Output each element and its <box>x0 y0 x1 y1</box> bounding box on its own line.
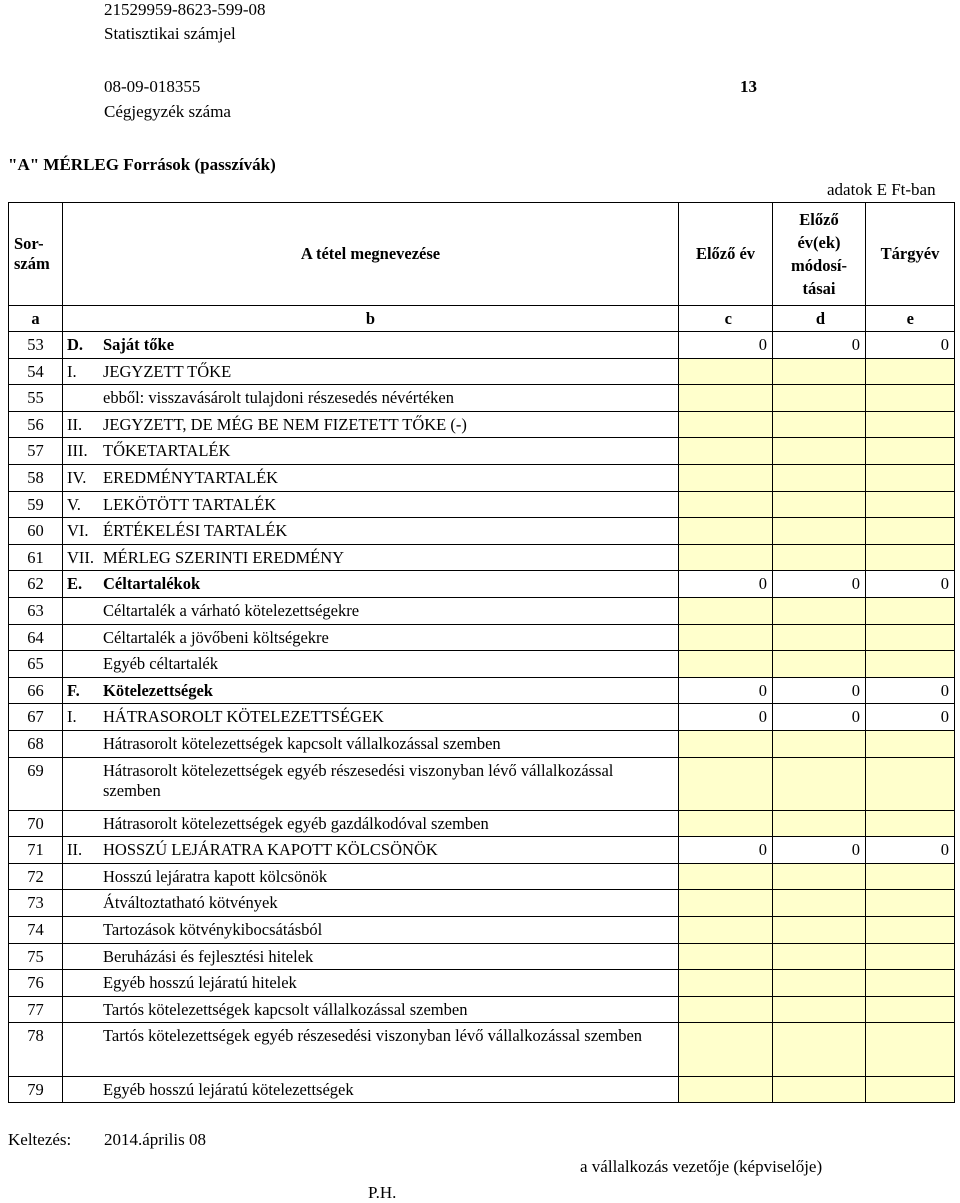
item-name: JEGYZETT, DE MÉG BE NEM FIZETETT TŐKE (-) <box>103 414 467 434</box>
table-row <box>9 518 955 545</box>
value-mod[interactable] <box>773 491 866 518</box>
col-header-current <box>866 203 955 306</box>
item-name: Beruházási és fejlesztési hitelek <box>103 946 314 966</box>
value-prev[interactable] <box>679 1076 773 1103</box>
value-prev: 0 <box>679 704 773 731</box>
item-code: I. <box>67 707 77 727</box>
table-row <box>9 704 955 731</box>
value-mod[interactable] <box>773 1076 866 1103</box>
value-prev[interactable] <box>679 917 773 944</box>
value-current[interactable] <box>866 757 955 810</box>
value-mod: 0 <box>773 332 866 359</box>
row-number: 55 <box>9 385 63 412</box>
item-name: ebből: visszavásárolt tulajdoni részesedés névértéken <box>103 388 454 408</box>
col-letter: c <box>679 306 773 332</box>
units-note: adatok E Ft-ban <box>827 180 936 199</box>
item-name: HÁTRASOROLT KÖTELEZETTSÉGEK <box>103 707 384 727</box>
value-prev[interactable] <box>679 863 773 890</box>
signer-label: a vállalkozás vezetője (képviselője) <box>580 1157 823 1176</box>
value-mod: 0 <box>773 837 866 864</box>
row-number: 73 <box>9 890 63 917</box>
value-prev[interactable] <box>679 411 773 438</box>
item-name: Tartós kötelezettségek egyéb részesedési viszonyban lévő vállalkozással szemben <box>103 1026 643 1046</box>
table-row <box>9 544 955 571</box>
item-code: D. <box>67 335 84 354</box>
registration-number-label: Cégjegyzék száma <box>104 102 231 121</box>
item-name: TŐKETARTALÉK <box>103 441 231 461</box>
item-name-cell <box>63 890 679 917</box>
table-row <box>9 757 955 810</box>
table-row <box>9 996 955 1023</box>
col-letter: e <box>866 306 955 332</box>
value-prev[interactable] <box>679 385 773 412</box>
item-name-cell <box>63 571 679 598</box>
table-row <box>9 917 955 944</box>
item-code: VII. <box>67 547 95 567</box>
date-value: 2014.április 08 <box>104 1130 206 1149</box>
value-prev[interactable] <box>679 438 773 465</box>
value-prev[interactable] <box>679 943 773 970</box>
table-row <box>9 491 955 518</box>
item-name-cell <box>63 1076 679 1103</box>
value-current[interactable] <box>866 385 955 412</box>
value-prev: 0 <box>679 571 773 598</box>
value-current[interactable] <box>866 411 955 438</box>
table-row <box>9 358 955 385</box>
date-label: Keltezés: <box>8 1130 72 1149</box>
value-prev[interactable] <box>679 890 773 917</box>
item-name-cell <box>63 624 679 651</box>
item-name: Egyéb céltartalék <box>103 654 218 674</box>
value-prev[interactable] <box>679 464 773 491</box>
item-name: Hátrasorolt kötelezettségek egyéb részesedési viszonyban lévő vállalkozással szemben <box>103 760 614 800</box>
value-prev[interactable] <box>679 810 773 837</box>
item-name-cell <box>63 863 679 890</box>
value-current[interactable] <box>866 597 955 624</box>
row-number: 69 <box>9 757 63 810</box>
value-current[interactable] <box>866 491 955 518</box>
item-name: Hosszú lejáratra kapott kölcsönök <box>103 866 328 886</box>
value-prev[interactable] <box>679 996 773 1023</box>
row-number: 76 <box>9 970 63 997</box>
item-name-cell <box>63 917 679 944</box>
table-row <box>9 943 955 970</box>
value-mod[interactable] <box>773 624 866 651</box>
item-name-cell <box>63 837 679 864</box>
value-current[interactable] <box>866 1023 955 1076</box>
col-letter: b <box>63 306 679 332</box>
value-mod: 0 <box>773 571 866 598</box>
row-number: 54 <box>9 358 63 385</box>
value-prev[interactable] <box>679 597 773 624</box>
item-name: Hátrasorolt kötelezettségek egyéb gazdálkodóval szemben <box>103 813 489 833</box>
value-current: 0 <box>866 704 955 731</box>
row-number: 66 <box>9 677 63 704</box>
item-name: MÉRLEG SZERINTI EREDMÉNY <box>103 547 345 567</box>
value-current[interactable] <box>866 438 955 465</box>
registration-number: 08-09-018355 <box>104 77 201 96</box>
value-current[interactable] <box>866 624 955 651</box>
value-current[interactable] <box>866 358 955 385</box>
row-number: 57 <box>9 438 63 465</box>
item-name: Kötelezettségek <box>103 680 213 700</box>
row-number: 70 <box>9 810 63 837</box>
item-name-cell <box>63 943 679 970</box>
item-code: II. <box>67 414 83 434</box>
row-number: 60 <box>9 518 63 545</box>
item-name-cell <box>63 332 679 359</box>
item-name-cell <box>63 544 679 571</box>
col-header-mod <box>773 203 866 306</box>
value-prev[interactable] <box>679 624 773 651</box>
row-number: 74 <box>9 917 63 944</box>
table-row <box>9 730 955 757</box>
table-row <box>9 1023 955 1076</box>
column-letter-row <box>9 306 955 332</box>
row-number: 67 <box>9 704 63 731</box>
value-mod[interactable] <box>773 385 866 412</box>
item-name-cell <box>63 704 679 731</box>
item-name: Tartozások kötvénykibocsátásból <box>103 920 323 940</box>
item-name: Tartós kötelezettségek kapcsolt vállalkozással szemben <box>103 999 468 1019</box>
item-name: Céltartalékok <box>103 574 201 594</box>
value-mod[interactable] <box>773 810 866 837</box>
value-mod[interactable] <box>773 518 866 545</box>
value-mod[interactable] <box>773 943 866 970</box>
item-name: Céltartalék a várható kötelezettségekre <box>103 600 360 620</box>
table-body <box>9 332 955 1103</box>
row-number: 56 <box>9 411 63 438</box>
col-header-mod-text: Előző év(ek) módosí- tásai <box>791 210 847 298</box>
row-number: 64 <box>9 624 63 651</box>
item-name-cell <box>63 996 679 1023</box>
value-mod: 0 <box>773 704 866 731</box>
item-name-cell <box>63 677 679 704</box>
value-mod[interactable] <box>773 970 866 997</box>
item-code: II. <box>67 840 83 860</box>
row-number: 65 <box>9 651 63 678</box>
value-current[interactable] <box>866 917 955 944</box>
value-current[interactable] <box>866 730 955 757</box>
item-name-cell <box>63 651 679 678</box>
table-row <box>9 597 955 624</box>
value-current[interactable] <box>866 943 955 970</box>
table-row <box>9 810 955 837</box>
item-name: Egyéb hosszú lejáratú kötelezettségek <box>103 1079 354 1099</box>
item-name: EREDMÉNYTARTALÉK <box>103 467 279 487</box>
value-prev[interactable] <box>679 651 773 678</box>
table-row <box>9 651 955 678</box>
value-mod[interactable] <box>773 757 866 810</box>
table-row <box>9 385 955 412</box>
col-header-current-text: Tárgyév <box>880 244 940 263</box>
item-name: ÉRTÉKELÉSI TARTALÉK <box>103 521 288 541</box>
row-number: 62 <box>9 571 63 598</box>
value-mod[interactable] <box>773 996 866 1023</box>
item-name-cell <box>63 411 679 438</box>
item-code: I. <box>67 361 77 381</box>
value-current[interactable] <box>866 970 955 997</box>
table-row <box>9 677 955 704</box>
value-current[interactable] <box>866 651 955 678</box>
table-row <box>9 411 955 438</box>
row-number: 63 <box>9 597 63 624</box>
stat-number-label: Statisztikai számjel <box>104 24 236 43</box>
page-title: "A" MÉRLEG Források (passzívák) <box>8 155 276 174</box>
value-current[interactable] <box>866 518 955 545</box>
value-mod[interactable] <box>773 544 866 571</box>
value-prev[interactable] <box>679 757 773 810</box>
table-row <box>9 624 955 651</box>
row-number: 59 <box>9 491 63 518</box>
value-mod[interactable] <box>773 917 866 944</box>
item-code: VI. <box>67 521 89 541</box>
item-name-cell <box>63 1023 679 1076</box>
table-row <box>9 863 955 890</box>
item-code: F. <box>67 680 80 700</box>
col-header-prev <box>679 203 773 306</box>
value-prev[interactable] <box>679 518 773 545</box>
value-current: 0 <box>866 332 955 359</box>
table-row <box>9 464 955 491</box>
row-number: 58 <box>9 464 63 491</box>
balance-sheet-table <box>8 202 955 1103</box>
value-current[interactable] <box>866 544 955 571</box>
item-name-cell <box>63 464 679 491</box>
table-row <box>9 332 955 359</box>
ph-label: P.H. <box>368 1183 397 1202</box>
item-name-cell <box>63 597 679 624</box>
value-mod[interactable] <box>773 651 866 678</box>
value-mod[interactable] <box>773 358 866 385</box>
row-number: 71 <box>9 837 63 864</box>
value-mod: 0 <box>773 677 866 704</box>
table-row <box>9 1076 955 1103</box>
item-name-cell <box>63 385 679 412</box>
row-number: 77 <box>9 996 63 1023</box>
item-name-cell <box>63 438 679 465</box>
item-name: Céltartalék a jövőbeni költségekre <box>103 627 329 647</box>
value-current: 0 <box>866 837 955 864</box>
value-mod[interactable] <box>773 730 866 757</box>
value-mod[interactable] <box>773 464 866 491</box>
item-name-cell <box>63 491 679 518</box>
value-prev: 0 <box>679 332 773 359</box>
value-mod[interactable] <box>773 411 866 438</box>
table-row <box>9 438 955 465</box>
value-mod[interactable] <box>773 438 866 465</box>
value-prev[interactable] <box>679 730 773 757</box>
stat-number: 21529959-8623-599-08 <box>104 0 266 19</box>
item-name: JEGYZETT TŐKE <box>103 361 232 381</box>
row-number: 78 <box>9 1023 63 1076</box>
value-prev: 0 <box>679 677 773 704</box>
col-letter: a <box>9 306 63 332</box>
table-row <box>9 571 955 598</box>
item-code: E. <box>67 574 83 594</box>
item-name: Egyéb hosszú lejáratú hitelek <box>103 973 297 993</box>
item-name-cell <box>63 970 679 997</box>
col-letter: d <box>773 306 866 332</box>
value-mod[interactable] <box>773 1023 866 1076</box>
table-row <box>9 970 955 997</box>
col-header-name-text: A tétel megnevezése <box>300 244 441 263</box>
item-name: Átváltoztatható kötvények <box>103 893 278 913</box>
value-current: 0 <box>866 677 955 704</box>
value-current[interactable] <box>866 996 955 1023</box>
value-prev: 0 <box>679 837 773 864</box>
item-name-cell <box>63 358 679 385</box>
value-current: 0 <box>866 571 955 598</box>
value-mod[interactable] <box>773 863 866 890</box>
row-number: 61 <box>9 544 63 571</box>
table-row <box>9 890 955 917</box>
value-mod[interactable] <box>773 597 866 624</box>
table-row <box>9 837 955 864</box>
item-name-cell <box>63 730 679 757</box>
value-current[interactable] <box>866 464 955 491</box>
item-code: III. <box>67 441 88 461</box>
value-current[interactable] <box>866 1076 955 1103</box>
table-header-row <box>9 203 955 306</box>
row-number: 79 <box>9 1076 63 1103</box>
col-header-name <box>63 203 679 306</box>
item-name: Hátrasorolt kötelezettségek kapcsolt vállalkozással szemben <box>103 733 501 753</box>
value-current[interactable] <box>866 810 955 837</box>
col-header-no <box>9 203 63 306</box>
item-name-cell <box>63 757 679 810</box>
item-name: LEKÖTÖTT TARTALÉK <box>103 494 277 514</box>
row-number: 75 <box>9 943 63 970</box>
value-prev[interactable] <box>679 491 773 518</box>
col-header-no-text: Sor- szám <box>14 234 50 273</box>
col-header-prev-text: Előző év <box>695 244 756 263</box>
item-name-cell <box>63 810 679 837</box>
value-prev[interactable] <box>679 544 773 571</box>
item-code: V. <box>67 494 81 514</box>
item-name: Saját tőke <box>103 335 175 354</box>
value-prev[interactable] <box>679 1023 773 1076</box>
row-number: 72 <box>9 863 63 890</box>
item-code: IV. <box>67 467 87 487</box>
value-prev[interactable] <box>679 358 773 385</box>
item-name-cell <box>63 518 679 545</box>
value-current[interactable] <box>866 863 955 890</box>
value-current[interactable] <box>866 890 955 917</box>
row-number: 68 <box>9 730 63 757</box>
item-name: HOSSZÚ LEJÁRATRA KAPOTT KÖLCSÖNÖK <box>103 840 438 860</box>
value-mod[interactable] <box>773 890 866 917</box>
value-prev[interactable] <box>679 970 773 997</box>
page-number: 13 <box>740 77 757 96</box>
row-number: 53 <box>9 332 63 359</box>
